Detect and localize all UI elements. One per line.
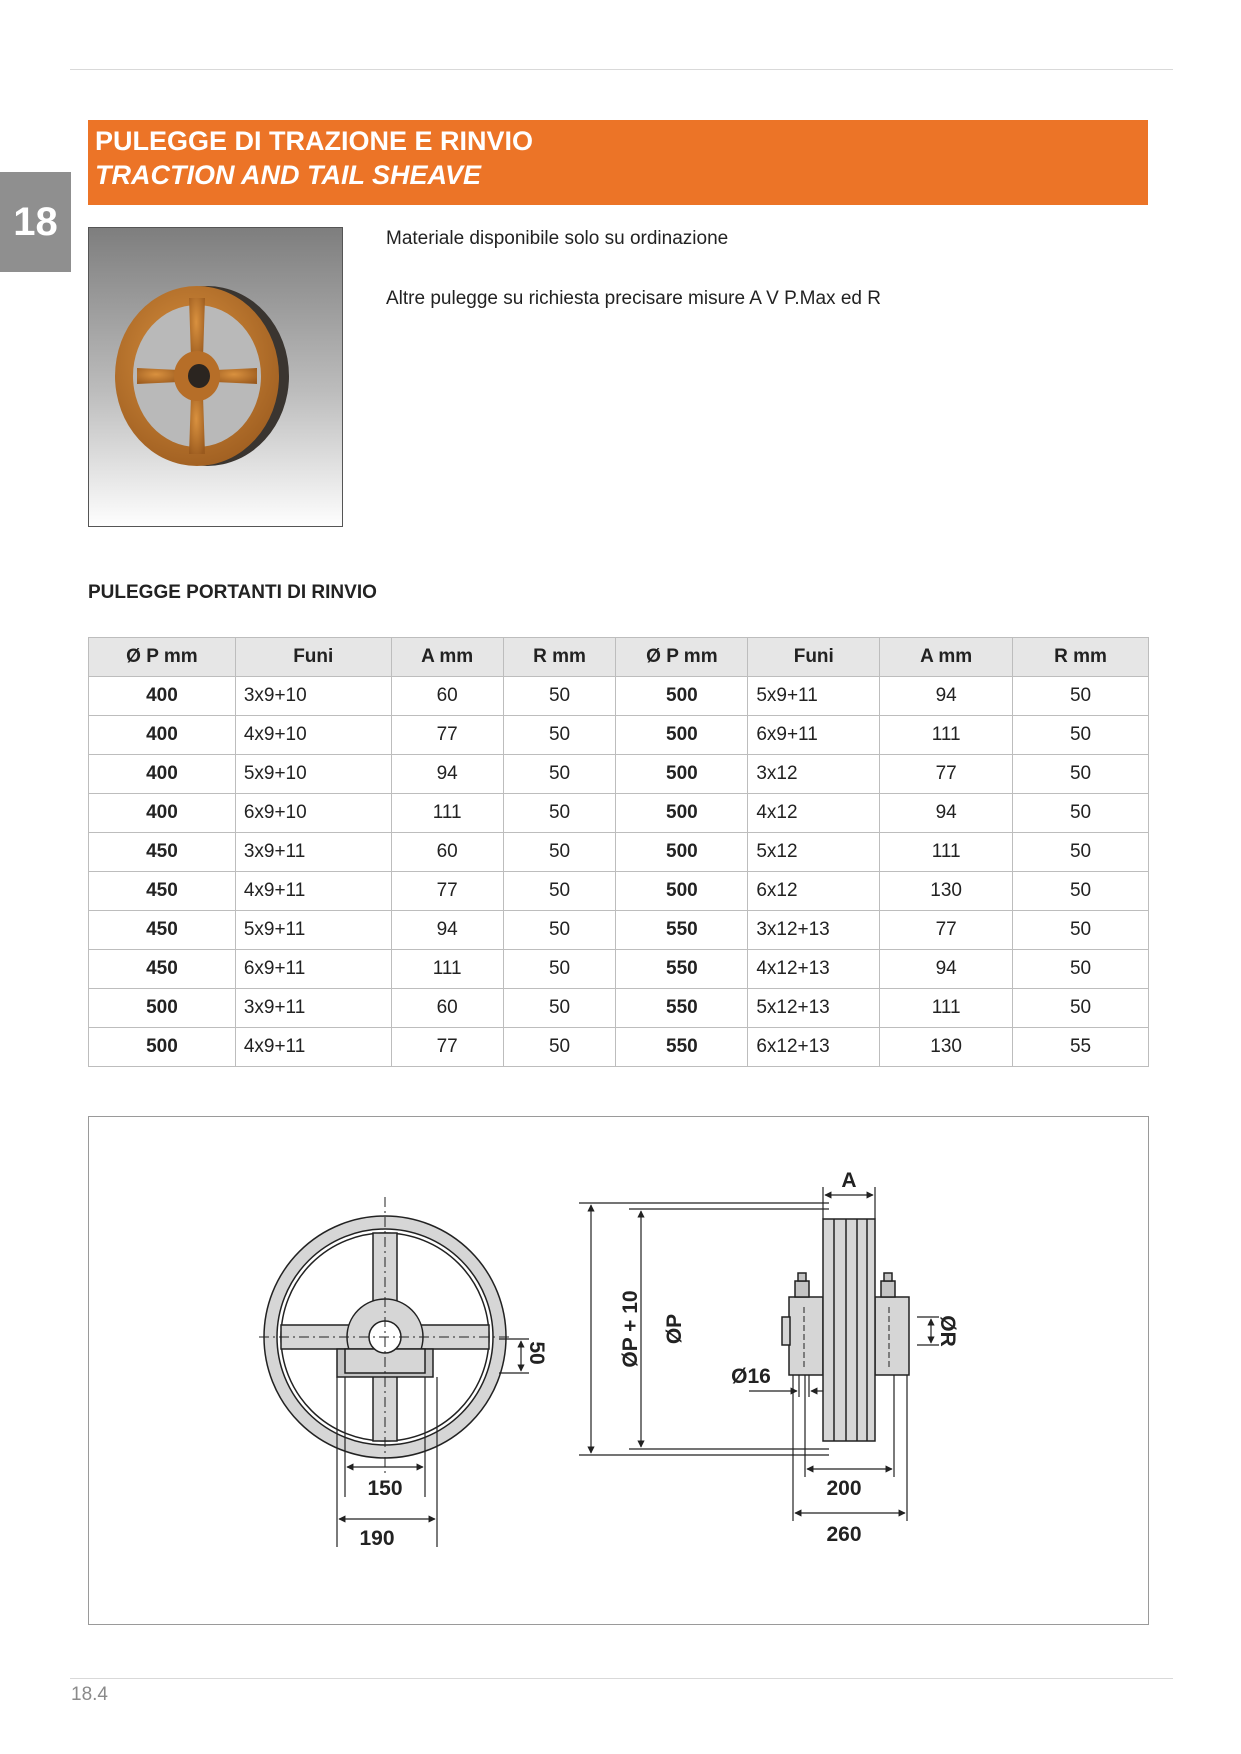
- cell-r: 50: [503, 833, 616, 872]
- cell-r: 50: [1013, 911, 1149, 950]
- dim-200-label: 200: [826, 1477, 862, 1500]
- cell-a: 60: [391, 677, 503, 716]
- cell-a: 60: [391, 833, 503, 872]
- cell-r: 50: [1013, 950, 1149, 989]
- cell-r: 50: [503, 716, 616, 755]
- table-row: [89, 1028, 1149, 1067]
- cell-diameter: 450: [89, 950, 236, 989]
- cell-diameter: 400: [89, 677, 236, 716]
- cell-a: 130: [880, 1028, 1013, 1067]
- title-english: TRACTION AND TAIL SHEAVE: [95, 160, 482, 190]
- cell-ropes: 4x9+10: [235, 716, 391, 755]
- cell-ropes: 6x9+10: [235, 794, 391, 833]
- title-italian: PULEGGE DI TRAZIONE E RINVIO: [95, 126, 534, 156]
- cell-r: 50: [503, 872, 616, 911]
- front-view: [259, 1197, 509, 1477]
- dim-50-label: 50: [525, 1341, 548, 1365]
- cell-diameter: 500: [616, 833, 748, 872]
- header-diameter: Ø P mm: [616, 638, 748, 677]
- cell-diameter: 550: [616, 950, 748, 989]
- cell-a: 111: [880, 716, 1013, 755]
- cell-diameter: 550: [616, 989, 748, 1028]
- cell-a: 111: [391, 950, 503, 989]
- table-row: [89, 794, 1149, 833]
- cell-a: 111: [880, 989, 1013, 1028]
- cell-a: 94: [880, 794, 1013, 833]
- sheave-photo: [88, 227, 343, 527]
- chapter-tab: 18: [0, 172, 71, 272]
- spec-table: [88, 637, 1149, 1067]
- cell-a: 77: [880, 755, 1013, 794]
- cell-a: 94: [391, 911, 503, 950]
- cell-r: 50: [503, 755, 616, 794]
- cell-diameter: 400: [89, 716, 236, 755]
- cell-a: 77: [391, 716, 503, 755]
- dim-p-label: ØP: [663, 1313, 686, 1345]
- cell-diameter: 500: [616, 794, 748, 833]
- table-row: [89, 716, 1149, 755]
- cell-a: 94: [391, 755, 503, 794]
- table-row: [89, 677, 1149, 716]
- cell-ropes: 6x12+13: [748, 1028, 880, 1067]
- side-view: [782, 1219, 909, 1441]
- dim-190-label: 190: [359, 1527, 395, 1550]
- note-custom-order: Altre pulegge su richiesta precisare misure A V P.Max ed R: [386, 288, 881, 309]
- cell-diameter: 500: [616, 677, 748, 716]
- cell-r: 50: [1013, 716, 1149, 755]
- dim-260-label: 260: [826, 1523, 862, 1546]
- cell-ropes: 5x12: [748, 833, 880, 872]
- section-title: PULEGGE PORTANTI DI RINVIO: [88, 582, 377, 603]
- header-r: R mm: [503, 638, 616, 677]
- cell-a: 111: [391, 794, 503, 833]
- cell-a: 77: [391, 1028, 503, 1067]
- cell-diameter: 500: [89, 1028, 236, 1067]
- cell-ropes: 3x12+13: [748, 911, 880, 950]
- header-a: A mm: [391, 638, 503, 677]
- page-number: 18.4: [71, 1684, 108, 1705]
- top-rule: [70, 69, 1173, 70]
- cell-r: 55: [1013, 1028, 1149, 1067]
- header-a: A mm: [880, 638, 1013, 677]
- cell-diameter: 400: [89, 794, 236, 833]
- cell-a: 60: [391, 989, 503, 1028]
- cell-ropes: 4x9+11: [235, 1028, 391, 1067]
- dim-16-label: Ø16: [731, 1365, 771, 1388]
- dim-r-label: ØR: [936, 1315, 959, 1347]
- cell-ropes: 6x12: [748, 872, 880, 911]
- cell-diameter: 450: [89, 833, 236, 872]
- cell-ropes: 5x9+11: [748, 677, 880, 716]
- cell-diameter: 550: [616, 1028, 748, 1067]
- cell-a: 130: [880, 872, 1013, 911]
- cell-r: 50: [503, 1028, 616, 1067]
- cell-r: 50: [503, 677, 616, 716]
- cell-a: 94: [880, 677, 1013, 716]
- bottom-rule: [70, 1678, 1173, 1679]
- table-row: [89, 755, 1149, 794]
- dim-150-label: 150: [367, 1477, 403, 1500]
- cell-diameter: 450: [89, 911, 236, 950]
- cell-r: 50: [503, 950, 616, 989]
- cell-r: 50: [1013, 755, 1149, 794]
- cell-r: 50: [1013, 872, 1149, 911]
- header-ropes: Funi: [235, 638, 391, 677]
- table-row: [89, 872, 1149, 911]
- cell-r: 50: [1013, 677, 1149, 716]
- dim-p10-label: ØP + 10: [619, 1290, 642, 1368]
- title-bar: [88, 120, 1148, 205]
- table-row: [89, 950, 1149, 989]
- table-row: [89, 989, 1149, 1028]
- cell-ropes: 3x9+11: [235, 833, 391, 872]
- header-ropes: Funi: [748, 638, 880, 677]
- cell-diameter: 400: [89, 755, 236, 794]
- cell-ropes: 4x12+13: [748, 950, 880, 989]
- cell-r: 50: [1013, 833, 1149, 872]
- cell-diameter: 500: [89, 989, 236, 1028]
- header-diameter: Ø P mm: [89, 638, 236, 677]
- cell-ropes: 5x9+10: [235, 755, 391, 794]
- cell-ropes: 4x9+11: [235, 872, 391, 911]
- cell-diameter: 500: [616, 872, 748, 911]
- cell-a: 77: [880, 911, 1013, 950]
- header-r: R mm: [1013, 638, 1149, 677]
- dim-a-label: A: [841, 1169, 857, 1192]
- cell-ropes: 3x12: [748, 755, 880, 794]
- cell-r: 50: [503, 794, 616, 833]
- cell-a: 94: [880, 950, 1013, 989]
- cell-ropes: 6x9+11: [235, 950, 391, 989]
- note-availability: Materiale disponibile solo su ordinazione: [386, 228, 729, 249]
- cell-diameter: 550: [616, 911, 748, 950]
- cell-ropes: 3x9+10: [235, 677, 391, 716]
- cell-r: 50: [503, 989, 616, 1028]
- cell-ropes: 3x9+11: [235, 989, 391, 1028]
- cell-diameter: 500: [616, 716, 748, 755]
- cell-ropes: 4x12: [748, 794, 880, 833]
- cell-r: 50: [1013, 989, 1149, 1028]
- table-row: [89, 833, 1149, 872]
- cell-a: 77: [391, 872, 503, 911]
- cell-diameter: 500: [616, 755, 748, 794]
- cell-ropes: 5x12+13: [748, 989, 880, 1028]
- cell-diameter: 450: [89, 872, 236, 911]
- cell-r: 50: [503, 911, 616, 950]
- cell-a: 111: [880, 833, 1013, 872]
- table-header-row: [89, 638, 1149, 677]
- cell-ropes: 5x9+11: [235, 911, 391, 950]
- cell-ropes: 6x9+11: [748, 716, 880, 755]
- technical-drawing: [88, 1116, 1149, 1625]
- cell-r: 50: [1013, 794, 1149, 833]
- table-row: [89, 911, 1149, 950]
